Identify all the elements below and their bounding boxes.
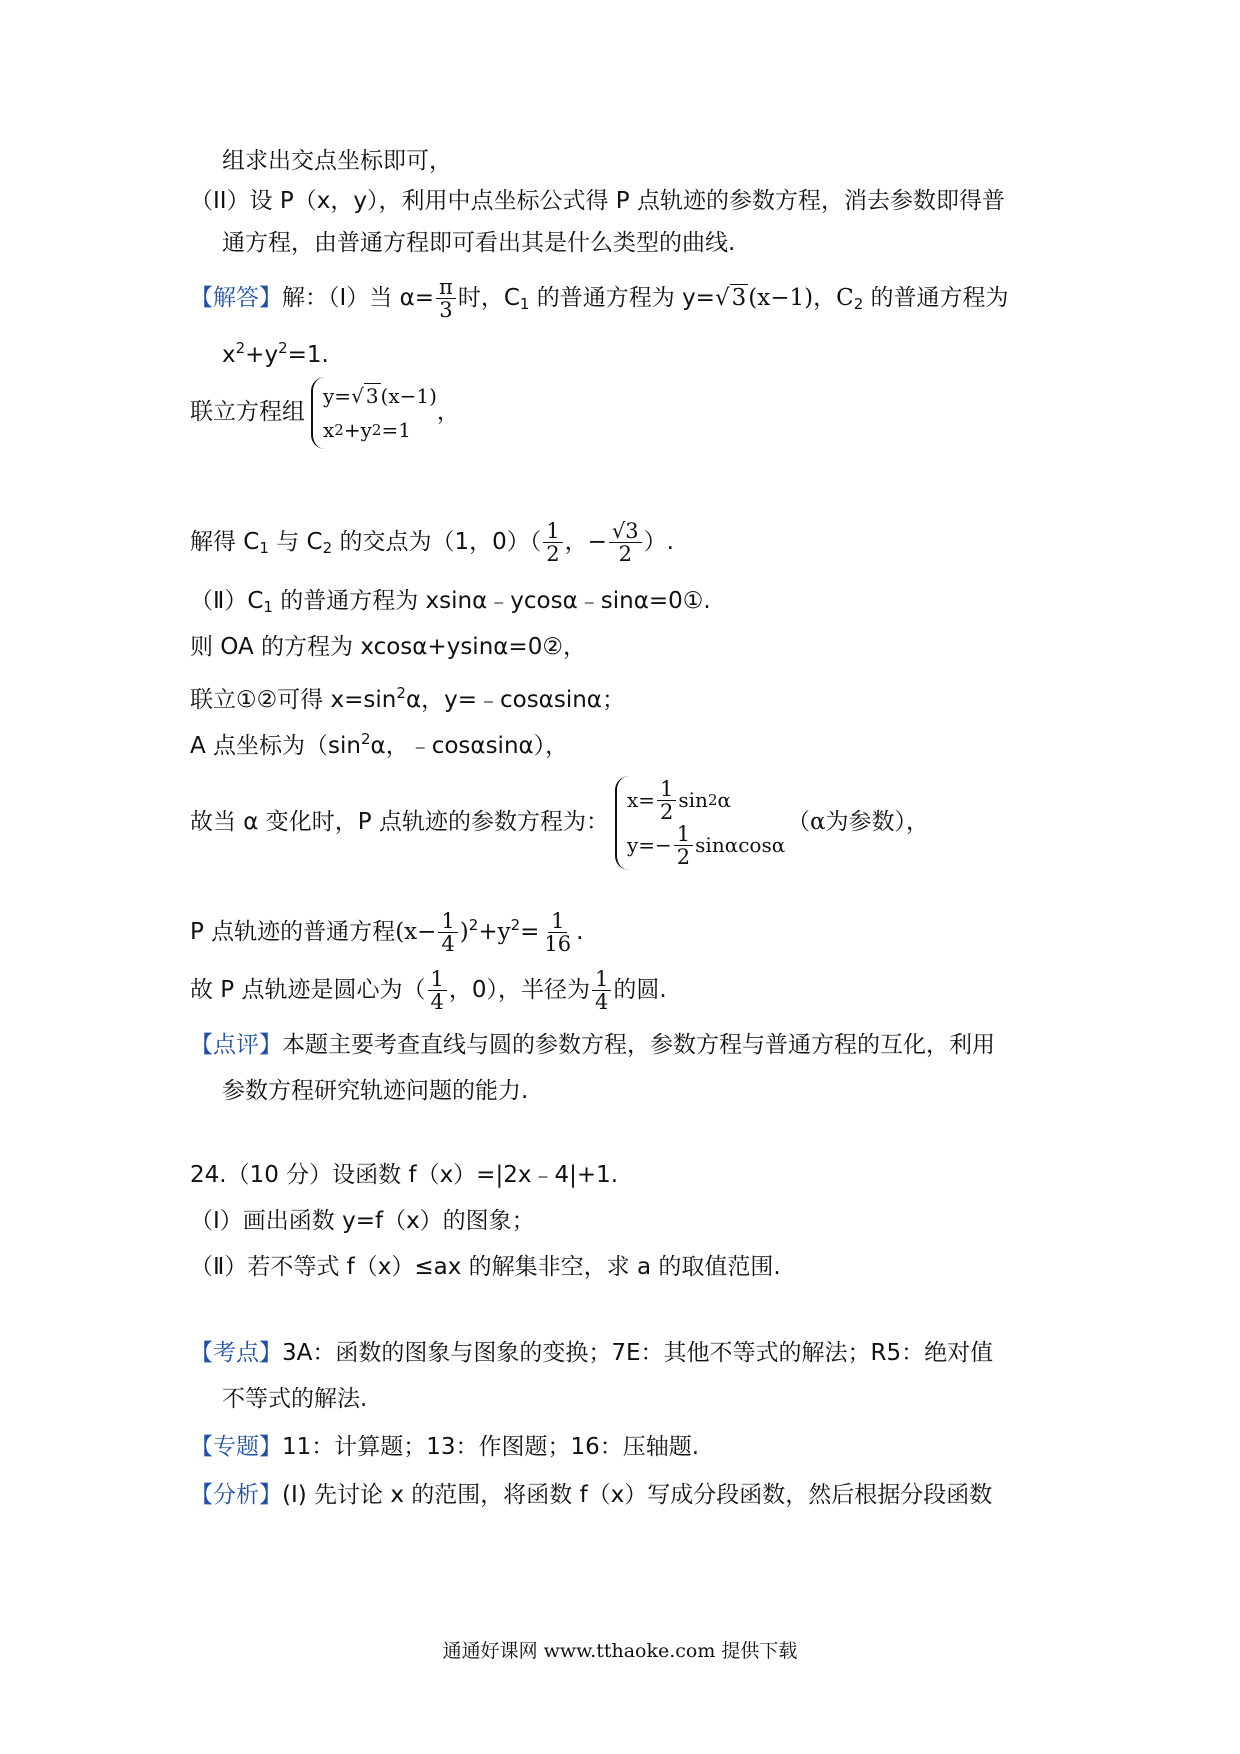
num: 1 bbox=[674, 823, 693, 846]
superscript: 2 bbox=[361, 730, 371, 748]
t: +y bbox=[343, 417, 372, 442]
text: 的圆. bbox=[613, 977, 667, 1003]
t: x bbox=[323, 417, 335, 442]
superscript: 2 bbox=[278, 339, 288, 357]
num: 1 bbox=[428, 968, 447, 991]
subscript: 2 bbox=[853, 295, 864, 313]
t: sinαcosα bbox=[695, 833, 786, 857]
text: A 点坐标为（sin bbox=[190, 733, 361, 759]
text: ）. bbox=[643, 529, 674, 555]
line-9: 则 OA 的方程为 xcosα+ysinα=0②， bbox=[190, 634, 586, 660]
text: ，− bbox=[564, 529, 607, 555]
line-7 bbox=[190, 520, 674, 565]
num: √3 bbox=[609, 520, 642, 543]
text: α，y=﹣cosαsinα； bbox=[405, 687, 625, 713]
superscript: 2 bbox=[468, 916, 479, 934]
tag-solution: 【解答】 bbox=[190, 285, 282, 311]
num: π bbox=[436, 276, 456, 299]
zhuanti-line bbox=[190, 1432, 699, 1462]
line-10 bbox=[190, 678, 625, 715]
text: ， bbox=[436, 399, 460, 425]
problem-24-part-2: （Ⅱ）若不等式 f（x）≤ax 的解集非空，求 a 的取值范围. bbox=[190, 1254, 781, 1280]
fraction bbox=[436, 276, 456, 321]
text: 的普通方程为 y= bbox=[529, 285, 715, 311]
text: 解得 C bbox=[190, 529, 260, 555]
num: 1 bbox=[438, 910, 457, 933]
radicand: 3 bbox=[365, 383, 379, 408]
eq-row-1 bbox=[323, 379, 437, 413]
text: 联立方程组 bbox=[190, 399, 305, 425]
line-13 bbox=[190, 910, 583, 955]
text: ，0），半径为 bbox=[448, 977, 591, 1003]
subscript: 1 bbox=[263, 598, 273, 616]
parametric-line bbox=[190, 772, 929, 872]
sqrt bbox=[364, 379, 381, 413]
t: (x−1) bbox=[380, 383, 437, 408]
fenxi-line bbox=[190, 1480, 992, 1510]
text: +y bbox=[478, 919, 511, 945]
kaodian-line bbox=[190, 1338, 993, 1368]
text: 与 C bbox=[268, 529, 323, 555]
num: 1 bbox=[657, 778, 676, 801]
text: P 点轨迹的普通方程 bbox=[190, 919, 396, 945]
eq-row-2 bbox=[627, 823, 787, 868]
text: （α为参数）， bbox=[786, 809, 930, 835]
text: （Ⅱ）C bbox=[190, 588, 264, 614]
text: 3A：函数的图象与图象的变换；7E：其他不等式的解法；R5：绝对值 bbox=[282, 1340, 994, 1366]
text: (x−1)，C bbox=[748, 285, 854, 311]
problem-24: 24.（10 分）设函数 f（x）=|2x﹣4|+1. bbox=[190, 1162, 619, 1188]
text: 的普通方程为 bbox=[863, 285, 1009, 311]
t: y= bbox=[323, 383, 352, 408]
text: 的交点为（1，0）（ bbox=[332, 529, 542, 555]
text: ) bbox=[459, 919, 469, 945]
parametric-system bbox=[615, 776, 787, 870]
system-line bbox=[190, 372, 460, 452]
line-3: 通方程，由普通方程即可看出其是什么类型的曲线. bbox=[222, 230, 736, 256]
eq-row-2 bbox=[323, 413, 437, 447]
text: α，﹣cosαsinα）， bbox=[370, 733, 569, 759]
review-line bbox=[190, 1030, 995, 1060]
den: 4 bbox=[595, 990, 609, 1014]
text: 本题主要考查直线与圆的参数方程，参数方程与普通方程的互化，利用 bbox=[282, 1032, 995, 1058]
superscript: 2 bbox=[235, 339, 246, 357]
fraction bbox=[657, 778, 676, 823]
text: . bbox=[576, 919, 584, 945]
equation-system bbox=[311, 377, 437, 449]
fraction bbox=[609, 520, 642, 565]
text: 联立①②可得 x=sin bbox=[190, 687, 397, 713]
text: = bbox=[520, 919, 540, 945]
den: 2 bbox=[618, 542, 632, 566]
tag-fenxi: 【分析】 bbox=[190, 1482, 282, 1508]
t: =1 bbox=[381, 417, 411, 442]
num: 1 bbox=[543, 520, 562, 543]
line-8 bbox=[190, 586, 711, 622]
subscript: 1 bbox=[259, 539, 269, 557]
den: 2 bbox=[676, 844, 691, 869]
text: x bbox=[222, 342, 236, 368]
t: x= bbox=[626, 788, 656, 812]
subscript: 2 bbox=[322, 539, 333, 557]
den: 2 bbox=[546, 542, 560, 566]
sqrt-sign: √ bbox=[351, 383, 364, 408]
den: 2 bbox=[660, 799, 674, 824]
text: 的普通方程为 xsinα﹣ycosα﹣sinα=0①. bbox=[272, 588, 711, 614]
text: +y bbox=[245, 342, 279, 368]
tag-zhuanti: 【专题】 bbox=[190, 1434, 282, 1460]
den: 16 bbox=[544, 932, 572, 956]
radicand: 3 bbox=[731, 285, 747, 311]
text: (x− bbox=[395, 919, 437, 945]
text: (Ⅰ) 先讨论 x 的范围，将函数 f（x）写成分段函数，然后根据分段函数 bbox=[282, 1482, 993, 1508]
fraction bbox=[428, 968, 447, 1013]
line-16: 参数方程研究轨迹问题的能力. bbox=[222, 1078, 529, 1104]
text: 故当 α 变化时，P 点轨迹的参数方程为： bbox=[190, 809, 609, 835]
t: sin bbox=[678, 788, 708, 812]
solution-line bbox=[190, 276, 1009, 321]
fraction bbox=[438, 910, 457, 955]
text: =1. bbox=[287, 342, 329, 368]
sqrt-sign: √ bbox=[714, 285, 730, 311]
den: 4 bbox=[441, 932, 455, 956]
fraction bbox=[674, 823, 693, 868]
eq-row-1 bbox=[627, 778, 787, 823]
fraction bbox=[543, 520, 562, 565]
text: 故 P 点轨迹是圆心为（ bbox=[190, 977, 426, 1003]
superscript: 2 bbox=[510, 916, 521, 934]
sqrt bbox=[715, 284, 748, 311]
line-1: 组求出交点坐标即可， bbox=[222, 148, 452, 174]
text: 时，C bbox=[457, 285, 520, 311]
t: α bbox=[717, 788, 731, 812]
fraction bbox=[592, 968, 611, 1013]
superscript: 2 bbox=[707, 791, 718, 809]
text: 解：（Ⅰ）当 α= bbox=[282, 285, 435, 311]
superscript: 2 bbox=[396, 684, 406, 702]
den: 3 bbox=[439, 298, 453, 322]
tag-review: 【点评】 bbox=[190, 1032, 282, 1058]
subscript: 1 bbox=[519, 295, 530, 313]
line-11 bbox=[190, 724, 568, 761]
page-footer: 通通好课网 www.tthaoke.com 提供下载 bbox=[442, 1640, 798, 1662]
tag-kaodian: 【考点】 bbox=[190, 1340, 282, 1366]
fraction bbox=[541, 910, 574, 955]
line-14 bbox=[190, 968, 667, 1013]
text: 11：计算题；13：作图题；16：压轴题. bbox=[282, 1434, 700, 1460]
line-2: （II）设 P（x，y），利用中点坐标公式得 P 点轨迹的参数方程，消去参数即得普 bbox=[190, 188, 1005, 214]
superscript: 2 bbox=[371, 420, 382, 439]
num: 1 bbox=[592, 968, 611, 991]
superscript: 2 bbox=[334, 420, 344, 439]
den: 4 bbox=[430, 990, 444, 1014]
num: 1 bbox=[548, 910, 567, 933]
t: y=− bbox=[626, 833, 672, 857]
problem-24-part-1: （Ⅰ）画出函数 y=f（x）的图象； bbox=[190, 1208, 535, 1234]
line-21: 不等式的解法. bbox=[222, 1386, 368, 1412]
line-5 bbox=[222, 333, 329, 370]
